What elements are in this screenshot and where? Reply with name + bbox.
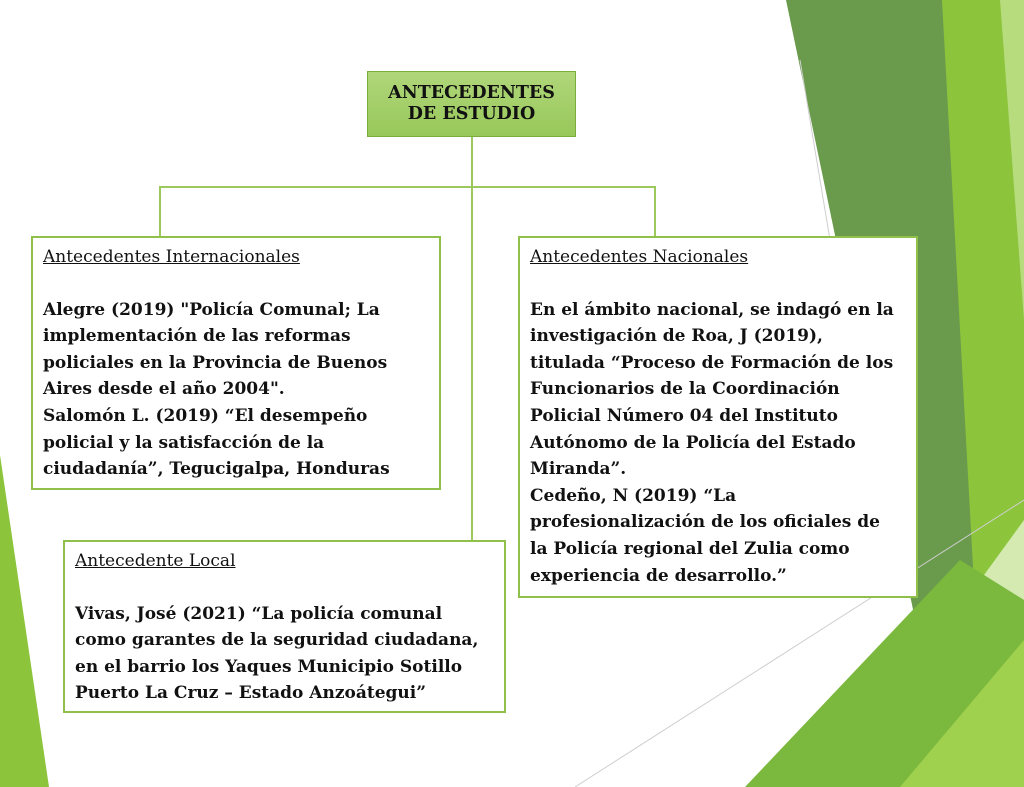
connector-right-drop (654, 186, 656, 237)
international-body: Alegre (2019) "Policía Comunal; La implementación de las reformas policiales en la Provincia de Buenos Aires desde el año 2004". Salomón L. (2019) “El desempeño policial y la satisfacción de la ciudadanía”, Tegucigalpa, Honduras (43, 299, 390, 480)
local-heading: Antecedente Local (75, 551, 236, 571)
national-heading: Antecedentes Nacionales (530, 247, 749, 267)
left-green-triangle (0, 455, 49, 787)
national-body: En el ámbito nacional, se indagó en la investigación de Roa, J (2019), titulada “Proceso de Formación de los Funcionarios de la Coordinación Policial Número 04 del Instituto Autónomo de la Policía del Estado Miranda”. Cedeño, N (2019) “La profesionalización de los oficiales de la Policía regional del Zulia como experiencia de desarrollo.” (530, 299, 894, 586)
local-node (63, 540, 506, 713)
title-node: ANTECEDENTES DE ESTUDIO (367, 71, 576, 137)
international-node (31, 236, 441, 490)
connector-left-drop (159, 186, 161, 237)
international-heading: Antecedentes Internacionales (43, 247, 300, 267)
connector-trunk (471, 137, 473, 541)
local-body: Vivas, José (2021) “La policía comunal como garantes de la seguridad ciudadana, en el barrio los Yaques Municipio Sotillo Puerto La Cruz – Estado Anzoátegui” (75, 603, 479, 704)
connector-horizontal (159, 186, 656, 188)
national-node (518, 236, 918, 598)
